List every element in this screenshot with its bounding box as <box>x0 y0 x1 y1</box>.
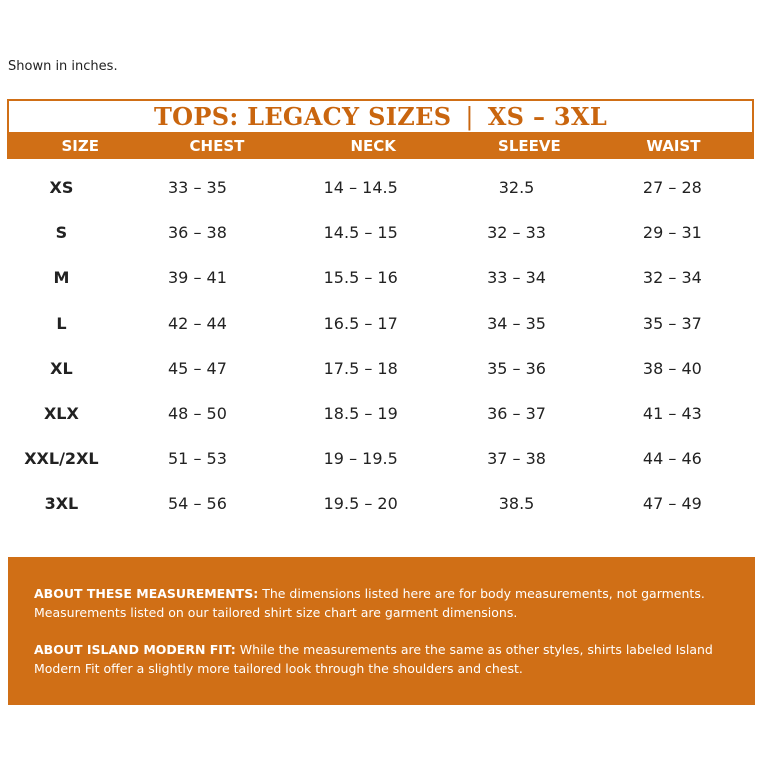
cell-waist: 27 – 28 <box>642 178 702 198</box>
cell-neck: 15.5 – 16 <box>323 268 398 288</box>
cell-size: 3XL <box>44 494 79 514</box>
about-fit-label: ABOUT ISLAND MODERN FIT: <box>34 642 236 657</box>
cell-size: M <box>53 268 70 288</box>
cell-sleeve: 34 – 35 <box>487 313 546 333</box>
cell-size: XLX <box>43 404 79 424</box>
cell-waist: 29 – 31 <box>642 223 702 243</box>
cell-sleeve: 32.5 <box>498 178 535 198</box>
cell-size: S <box>55 223 68 243</box>
table-row <box>7 255 754 300</box>
cell-neck: 16.5 – 17 <box>323 313 398 333</box>
cell-sleeve: 36 – 37 <box>487 404 546 424</box>
table-row <box>7 481 754 526</box>
table-row <box>7 301 754 346</box>
header-sleeve: SLEEVE <box>498 136 561 155</box>
about-measurements-text: The dimensions listed here are for body measurements, not garments. Measurements listed on our tailored shirt size chart are garment dimensions. <box>34 586 705 620</box>
cell-chest: 33 – 35 <box>168 178 227 198</box>
cell-sleeve: 37 – 38 <box>487 449 546 469</box>
header-size: SIZE <box>61 136 99 155</box>
cell-sleeve: 33 – 34 <box>487 268 546 288</box>
cell-neck: 14 – 14.5 <box>323 178 398 198</box>
cell-waist: 41 – 43 <box>642 404 702 424</box>
cell-sleeve: 35 – 36 <box>487 358 546 378</box>
header-waist: WAIST <box>646 136 701 155</box>
table-row <box>7 346 754 391</box>
cell-waist: 47 – 49 <box>642 494 702 514</box>
cell-neck: 18.5 – 19 <box>323 404 398 424</box>
cell-size: XS <box>49 178 74 198</box>
cell-sleeve: 38.5 <box>498 494 535 514</box>
chart-title-range: XS – 3XL <box>487 102 607 131</box>
cell-neck: 19 – 19.5 <box>323 449 398 469</box>
cell-chest: 54 – 56 <box>168 494 227 514</box>
cell-waist: 38 – 40 <box>642 358 702 378</box>
size-chart <box>7 99 754 527</box>
cell-waist: 44 – 46 <box>642 449 702 469</box>
table-row <box>7 391 754 436</box>
cell-waist: 32 – 34 <box>642 268 702 288</box>
cell-size: L <box>56 313 67 333</box>
cell-chest: 39 – 41 <box>168 268 227 288</box>
chart-title-main: TOPS: LEGACY SIZES <box>154 102 452 131</box>
about-fit-text: While the measurements are the same as other styles, shirts labeled Island Modern Fit offer a slightly more tailored look through the shoulders and chest. <box>34 642 713 676</box>
header-neck: NECK <box>350 136 396 155</box>
cell-chest: 45 – 47 <box>168 358 227 378</box>
cell-size: XXL/2XL <box>24 449 99 469</box>
cell-chest: 48 – 50 <box>168 404 227 424</box>
cell-neck: 14.5 – 15 <box>323 223 398 243</box>
table-row <box>7 436 754 481</box>
table-header <box>7 132 754 159</box>
table-body <box>7 165 754 527</box>
cell-size: XL <box>50 358 73 378</box>
table-row <box>7 210 754 255</box>
about-measurements-label: ABOUT THESE MEASUREMENTS: <box>34 586 259 601</box>
units-note: Shown in inches. <box>8 59 118 74</box>
table-row <box>7 165 754 210</box>
about-measurements <box>34 584 729 622</box>
chart-title-separator: | <box>465 102 474 131</box>
cell-neck: 17.5 – 18 <box>323 358 398 378</box>
cell-chest: 51 – 53 <box>168 449 227 469</box>
cell-waist: 35 – 37 <box>642 313 702 333</box>
cell-sleeve: 32 – 33 <box>487 223 546 243</box>
about-panel <box>8 557 755 705</box>
cell-neck: 19.5 – 20 <box>323 494 398 514</box>
about-fit <box>34 640 729 678</box>
header-chest: CHEST <box>189 136 245 155</box>
chart-title <box>7 99 754 132</box>
cell-chest: 36 – 38 <box>168 223 227 243</box>
cell-chest: 42 – 44 <box>168 313 227 333</box>
